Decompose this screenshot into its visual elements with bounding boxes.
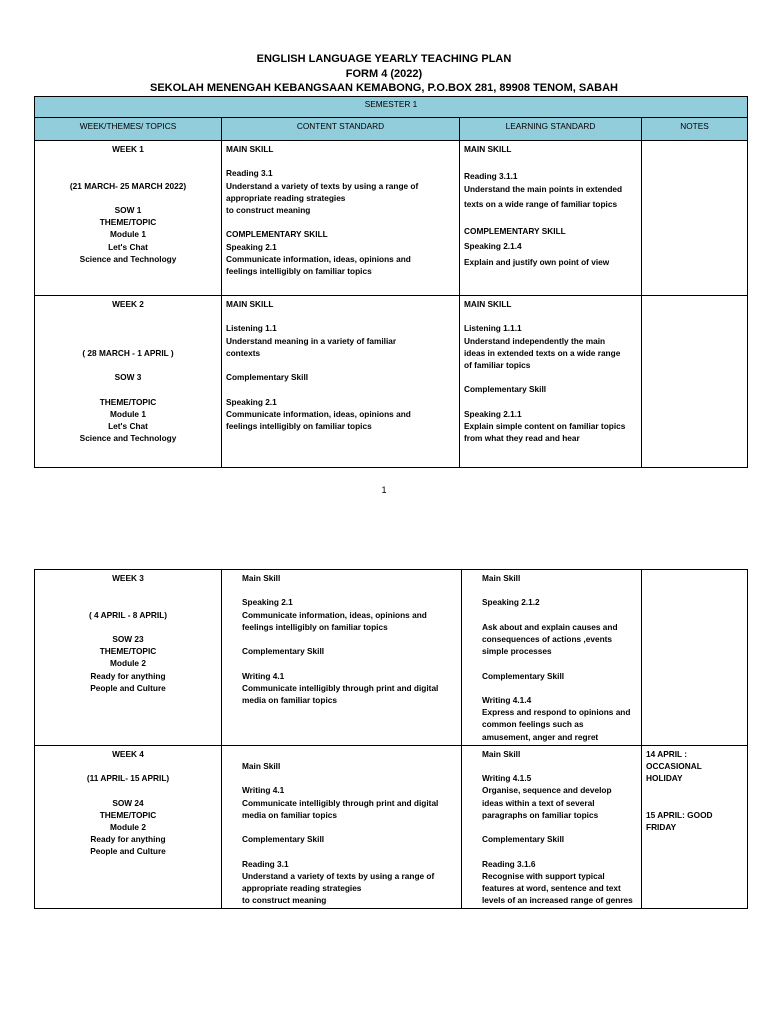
semester-heading: SEMESTER 1: [35, 97, 748, 118]
week-cell: [35, 296, 222, 468]
week-label: WEEK 3: [112, 573, 144, 583]
subtopic-label: People and Culture: [90, 846, 166, 857]
standard-code: Reading 3.1.1: [464, 171, 518, 182]
week-label: WEEK 2: [112, 299, 144, 309]
standard-text: Ask about and explain causes and: [482, 621, 618, 632]
topic-label: Let's Chat: [108, 420, 148, 431]
standard-text: amusement, anger and regret: [482, 731, 599, 742]
document-subtitle: FORM 4 (2022): [345, 68, 423, 80]
topic-label: Ready for anything: [90, 834, 166, 845]
standard-text: Communicate information, ideas, opinions and: [242, 609, 427, 620]
subtopic-label: Science and Technology: [79, 253, 177, 264]
document-title: ENGLISH LANGUAGE YEARLY TEACHING PLAN: [256, 53, 512, 65]
standard-text: Communicate information, ideas, opinions and: [226, 253, 411, 264]
complementary-skill-label: Complementary Skill: [242, 834, 325, 845]
standard-text: simple processes: [482, 646, 552, 657]
complementary-skill-label: Complementary Skill: [226, 372, 309, 383]
main-skill-label: Main Skill: [242, 573, 281, 583]
standard-text: paragraphs on familiar topics: [482, 809, 599, 820]
module-label: Module 2: [110, 658, 146, 669]
standard-text: to construct meaning: [242, 895, 327, 906]
week-cell: [35, 570, 222, 746]
learning-standard-cell: [462, 745, 642, 909]
standard-code: Speaking 2.1: [242, 597, 293, 608]
standard-code: Reading 3.1: [242, 858, 289, 869]
module-label: Module 2: [110, 821, 146, 832]
learning-standard-cell: [460, 296, 642, 468]
standard-text: common feelings such as: [482, 719, 584, 730]
theme-label: THEME/TOPIC: [99, 217, 157, 228]
standard-text: to construct meaning: [226, 205, 311, 215]
notes-cell: [642, 745, 748, 909]
sow-label: SOW 24: [112, 797, 144, 808]
complementary-skill-label: COMPLEMENTARY SKILL: [464, 226, 566, 237]
theme-label: THEME/TOPIC: [99, 646, 157, 657]
standard-text: of familiar topics: [464, 360, 531, 370]
week-label: WEEK 1: [112, 144, 144, 154]
module-label: Module 1: [110, 408, 146, 419]
standard-text: texts on a wide range of familiar topics: [464, 198, 618, 209]
table-row-week3: [35, 570, 748, 746]
standard-code: Listening 1.1: [226, 323, 277, 334]
main-skill-label: MAIN SKILL: [226, 144, 274, 154]
week-dates: ( 28 MARCH - 1 APRIL ): [82, 347, 174, 358]
table-header-row: [35, 118, 748, 141]
content-standard-cell: [222, 296, 460, 468]
standard-text: Communicate intelligibly through print and digital: [242, 797, 439, 808]
standard-text: contexts: [226, 347, 261, 358]
sow-label: SOW 1: [114, 204, 142, 215]
standard-code: Speaking 2.1.2: [482, 597, 540, 608]
complementary-skill-label: Complementary Skill: [464, 384, 547, 395]
theme-label: THEME/TOPIC: [99, 809, 157, 820]
column-header-week: WEEK/THEMES/ TOPICS: [35, 118, 222, 141]
content-standard-cell: [222, 141, 460, 296]
standard-text: Explain simple content on familiar topics: [464, 420, 626, 431]
standard-code: Reading 3.1.6: [482, 858, 536, 869]
sow-label: SOW 3: [114, 372, 142, 383]
column-header-notes: NOTES: [642, 118, 748, 141]
standard-code: Speaking 2.1: [226, 396, 277, 407]
week-cell: [35, 141, 222, 296]
school-name: SEKOLAH MENENGAH KEBANGSAAN KEMABONG, P.O.BOX 281, 89908 TENOM, SABAH: [150, 82, 618, 94]
standard-text: Understand a variety of texts by using a range of: [242, 870, 435, 881]
learning-standard-cell: [462, 570, 642, 746]
table-row-week4: [35, 745, 748, 909]
week-dates: ( 4 APRIL - 8 APRIL): [88, 609, 168, 620]
standard-code: Speaking 2.1: [226, 241, 277, 252]
standard-text: Communicate intelligibly through print and digital: [242, 682, 439, 693]
standard-text: Recognise with support typical: [482, 870, 605, 881]
standard-text: Understand meaning in a variety of familiar: [226, 335, 397, 346]
teaching-plan-table-continued: [34, 569, 748, 909]
standard-text: Communicate information, ideas, opinions and: [226, 408, 411, 419]
standard-code: Speaking 2.1.4: [464, 241, 522, 252]
main-skill-label: MAIN SKILL: [464, 299, 512, 309]
main-skill-label: MAIN SKILL: [226, 299, 274, 309]
standard-text: Understand the main points in extended: [464, 183, 623, 194]
standard-text: appropriate reading strategies: [226, 192, 346, 203]
holiday-note: 14 APRIL :: [646, 748, 688, 759]
standard-text: media on familiar topics: [242, 694, 337, 705]
notes-cell: [642, 570, 748, 746]
complementary-skill-label: Complementary Skill: [482, 834, 565, 845]
sow-label: SOW 23: [112, 633, 144, 644]
subtopic-label: People and Culture: [90, 682, 166, 693]
standard-code: Writing 4.1.5: [482, 773, 532, 784]
standard-text: Understand independently the main: [464, 335, 606, 346]
complementary-skill-label: COMPLEMENTARY SKILL: [226, 229, 328, 240]
week-dates: (21 MARCH- 25 MARCH 2022): [69, 180, 187, 191]
column-header-content-standard: CONTENT STANDARD: [222, 118, 460, 141]
main-skill-label: Main Skill: [482, 748, 521, 759]
standard-code: Speaking 2.1.1: [464, 408, 522, 419]
standard-text: feelings intelligibly on familiar topics: [242, 621, 388, 632]
week-label: WEEK 4: [112, 748, 144, 759]
main-skill-label: MAIN SKILL: [464, 144, 512, 154]
standard-text: from what they read and hear: [464, 433, 580, 444]
complementary-skill-label: Complementary Skill: [242, 646, 325, 657]
standard-text: media on familiar topics: [242, 809, 337, 820]
standard-code: Writing 4.1: [242, 785, 285, 796]
module-label: Module 1: [110, 229, 146, 240]
week-dates: (11 APRIL- 15 APRIL): [86, 773, 170, 784]
table-row-week2: [35, 296, 748, 468]
standard-code: Writing 4.1: [242, 670, 285, 681]
standard-code: Writing 4.1.4: [482, 694, 532, 705]
standard-text: consequences of actions ,events: [482, 633, 613, 644]
holiday-note: HOLIDAY: [646, 773, 683, 784]
table-row-week1: [35, 141, 748, 296]
main-skill-label: Main Skill: [482, 573, 521, 583]
standard-text: Understand a variety of texts by using a range of: [226, 180, 419, 191]
standard-text: features at word, sentence and text: [482, 882, 621, 893]
topic-label: Ready for anything: [90, 670, 166, 681]
column-header-learning-standard: LEARNING STANDARD: [460, 118, 642, 141]
holiday-note: 15 APRIL: GOOD: [646, 809, 713, 820]
learning-standard-cell: [460, 141, 642, 296]
complementary-skill-label: Complementary Skill: [482, 670, 565, 681]
standard-text: appropriate reading strategies: [242, 882, 362, 893]
standard-text: Explain and justify own point of view: [464, 256, 610, 267]
holiday-note: FRIDAY: [646, 821, 677, 832]
holiday-note: OCCASIONAL: [646, 760, 702, 771]
standard-text: feelings intelligibly on familiar topics: [226, 266, 372, 276]
standard-text: ideas within a text of several: [482, 797, 595, 808]
subtopic-label: Science and Technology: [79, 433, 177, 444]
page-number: 1: [381, 485, 387, 495]
standard-text: ideas in extended texts on a wide range: [464, 347, 621, 358]
standard-text: Express and respond to opinions and: [482, 707, 631, 718]
content-standard-cell: [222, 570, 462, 746]
standard-code: Reading 3.1: [226, 168, 273, 179]
content-standard-cell: [222, 745, 462, 909]
standard-code: Listening 1.1.1: [464, 323, 522, 334]
notes-cell: [642, 296, 748, 468]
standard-text: levels of an increased range of genres: [482, 895, 633, 906]
standard-text: feelings intelligibly on familiar topics: [226, 420, 372, 431]
notes-cell: [642, 141, 748, 296]
teaching-plan-table: [34, 96, 748, 468]
theme-label: THEME/TOPIC: [99, 396, 157, 407]
standard-text: Organise, sequence and develop: [482, 785, 612, 796]
week-cell: [35, 745, 222, 909]
main-skill-label: Main Skill: [242, 760, 281, 771]
topic-label: Let's Chat: [108, 241, 148, 252]
